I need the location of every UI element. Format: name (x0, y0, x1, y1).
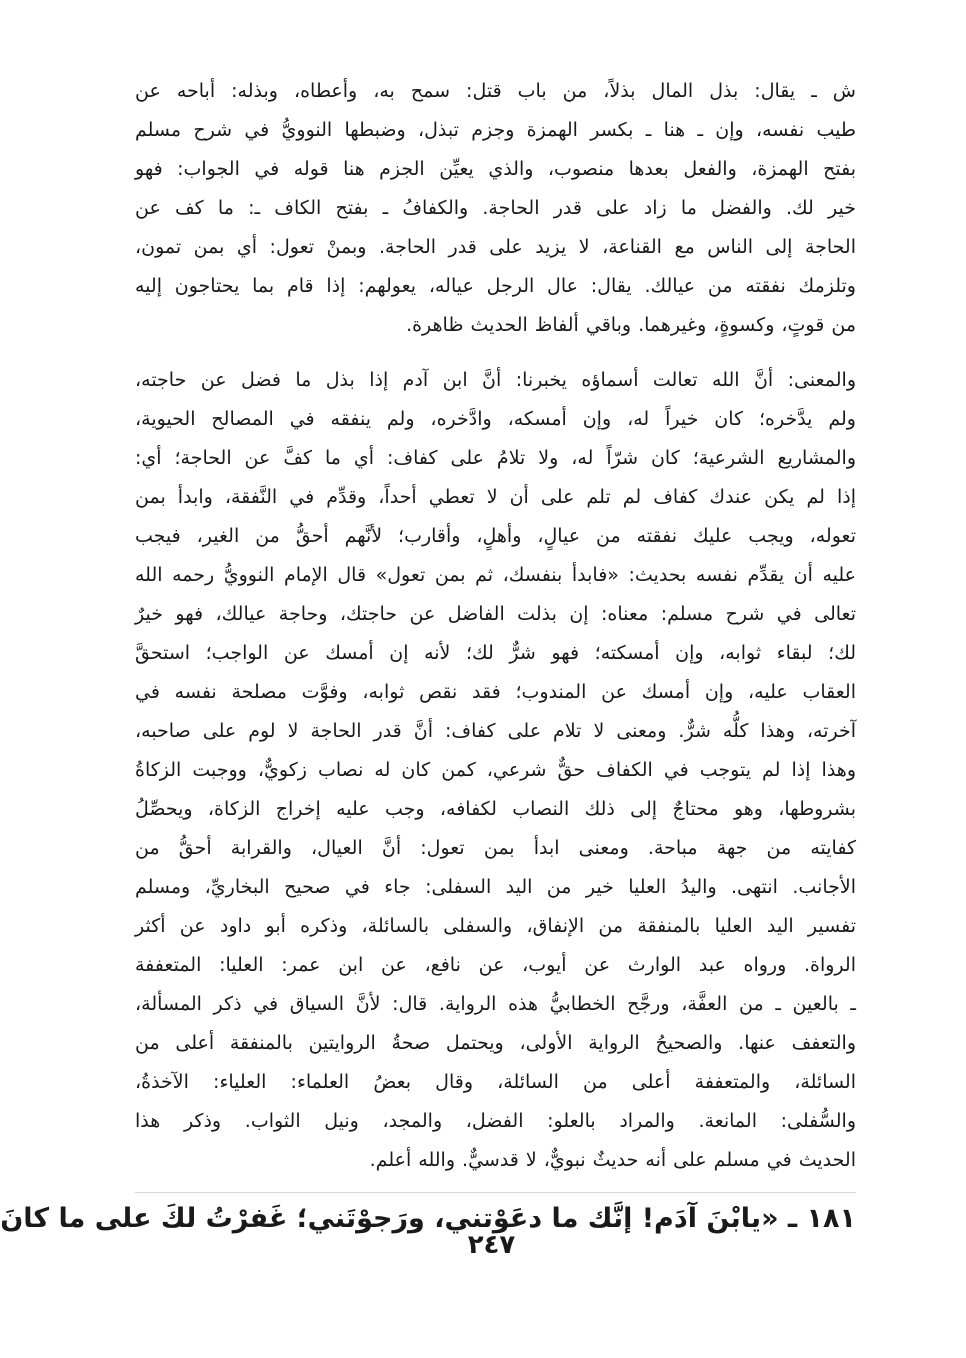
text-line: بفتح الهمزة، والفعل بعدها منصوب، والذي يعيِّن الجزم هنا قوله في الجواب: فهو (135, 158, 856, 180)
text-line: من قوتٍ، وكسوةٍ، وغيرهما. وباقي ألفاظ الحديث ظاهرة. (406, 314, 856, 336)
text-line: ـ بالعين ـ من العفَّة، ورجَّح الخطابيُّ هذه الرواية. قال: لأنَّ السياق في ذكر المسألة، (135, 993, 856, 1015)
text-line: لك؛ لبقاء ثوابه، وإن أمسكته؛ فهو شرٌّ لك؛ لأنه إن أمسك عن الواجب؛ استحقَّ (135, 642, 856, 664)
text-line: طيب نفسه، وإن ـ هنا ـ بكسر الهمزة وجزم تبذل، وضبطها النوويُّ في شرح مسلم (135, 119, 856, 141)
text-line: وتلزمك نفقته من عيالك. يقال: عال الرجل عياله، يعولهم: إذا قام بما يحتاجون إليه (135, 275, 856, 297)
text-line: تعالى في شرح مسلم: معناه: إن بذلت الفاضل عن حاجتك، وحاجة عيالك، فهو خيرٌ (135, 603, 856, 625)
text-line: تعوله، ويجب عليك نفقته من عيالٍ، وأهلٍ، وأقارب؛ لأنَّهم أحقُّ من الغير، فيجب (135, 525, 856, 547)
text-line: الرواة. ورواه عبد الوارث عن أيوب، عن نافع، عن ابن عمر: العليا: المتعففة (135, 954, 856, 976)
text-line: ولم يدَّخره؛ كان خيراً له، وإن أمسكه، وادَّخره، ولم ينفقه في المصالح الحيوية، (135, 408, 856, 430)
hadith-heading: ١٨١ ـ «يابْنَ آدَم! إنَّك ما دعَوْتني، ورَجوْتَني؛ غَفرْتُ لكَ على ما كانَ (0, 1203, 856, 1234)
section-divider (135, 1192, 856, 1193)
text-line: والسُّفلى: المانعة. والمراد بالعلو: الفضل، والمجد، ونيل الثواب. وذكر هذا (135, 1110, 856, 1132)
text-line: إذا لم يكن عندك كفاف لم تلم على أن لا تعطي أحداً، وقدِّم في النَّفقة، وابدأ بمن (135, 486, 856, 508)
text-line: ش ـ يقال: بذل المال بذلاً، من باب قتل: سمح به، وأعطاه، وبذله: أباحه عن (135, 80, 856, 102)
text-line: والمشاريع الشرعية؛ كان شرّاً له، ولا تلامُ على كفاف: أي ما كفَّ عن الحاجة؛ أي: (135, 447, 856, 469)
text-line: والتعفف عنها. والصحيحُ الرواية الأولى، ويحتمل صحةُ الروايتين بالمنفقة أعلى من (135, 1032, 856, 1054)
text-line: العقاب عليه، وإن أمسك عن المندوب؛ فقد نقص ثوابه، وفوَّت مصلحة نفسه في (135, 681, 856, 703)
text-line: بشروطها، وهو محتاجٌ إلى ذلك النصاب لكفافه، وجب عليه إخراج الزكاة، ويحصِّلُ (135, 798, 856, 820)
text-line: السائلة، والمتعففة أعلى من السائلة، وقال بعضُ العلماء: العلياء: الآخذةُ، (135, 1071, 856, 1093)
text-line: تفسير اليد العليا بالمنفقة من الإنفاق، والسفلى بالسائلة، وذكره أبو داود عن أكثر (135, 915, 856, 937)
text-line: آخرته، وهذا كلُّه شرٌّ. ومعنى لا تلام على كفاف: أنَّ قدر الحاجة لا لوم على صاحبه، (135, 720, 856, 742)
text-line: الحاجة إلى الناس مع القناعة، لا يزيد على قدر الحاجة. وبمنْ تعول: أي بمن تمون، (135, 236, 856, 258)
commentary-paragraph-vocabulary (135, 72, 856, 345)
text-line: والمعنى: أنَّ الله تعالت أسماؤه يخبرنا: أنَّ ابن آدم إذا بذل ما فضل عن حاجته، (135, 369, 856, 391)
text-line: كفايته من جهة مباحة. ومعنى ابدأ بمن تعول: أنَّ العيال، والقرابة أحقُّ من (135, 837, 856, 859)
text-line: وهذا إذا لم يتوجب في الكفاف حقٌّ شرعي، كمن كان له نصاب زكويٌّ، ووجبت الزكاةُ (135, 759, 856, 781)
text-line: عليه أن يقدِّم نفسه بحديث: «فابدأ بنفسك، ثم بمن تعول» قال الإمام النوويُّ رحمه الله (135, 564, 856, 586)
text-line: الحديث في مسلم على أنه حديثٌ نبويٌّ، لا قدسيٌّ. والله أعلم. (369, 1149, 856, 1171)
page-number: ٢٤٧ (467, 1230, 516, 1260)
commentary-paragraph-meaning (135, 361, 856, 1180)
text-line: الأجانب. انتهى. واليدُ العليا خير من اليد السفلى: جاء في صحيح البخاريِّ، ومسلم (135, 876, 856, 898)
text-line: خير لك. والفضل ما زاد على قدر الحاجة. والكفافُ ـ بفتح الكاف ـ: ما كف عن (135, 197, 856, 219)
